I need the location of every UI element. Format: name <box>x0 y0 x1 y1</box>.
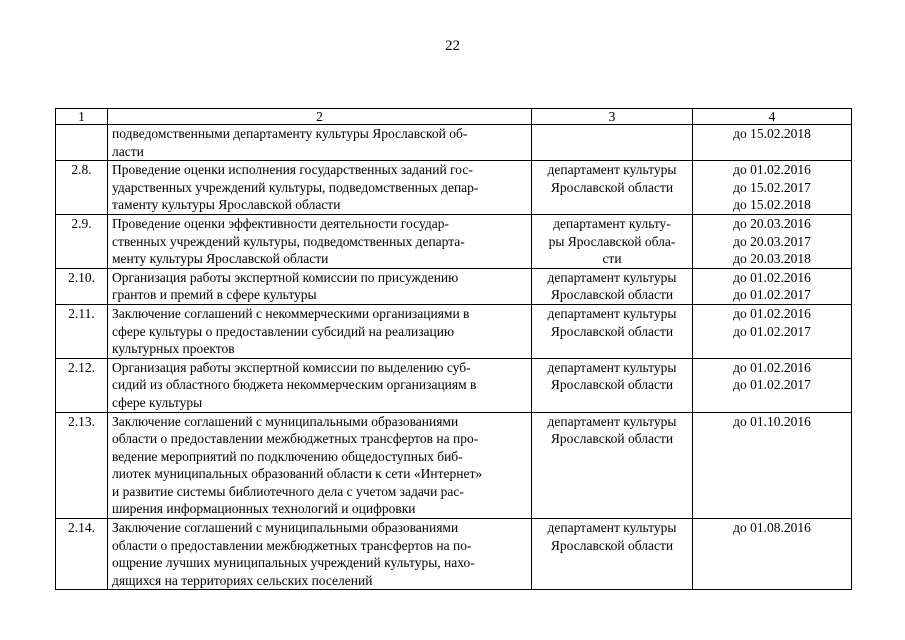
page-number: 22 <box>445 38 460 54</box>
row-number: 2.12. <box>56 358 108 412</box>
deadline-cell <box>693 161 852 215</box>
task-cell-line: культурных проектов <box>112 341 235 357</box>
row-number: 2.14. <box>56 519 108 590</box>
executor-cell-line: Ярославской области <box>550 323 674 339</box>
deadline-cell-line: до 01.02.2017 <box>733 377 811 393</box>
task-cell-line: области о предоставлении межбюджетных трансфертов на про- <box>112 431 479 447</box>
task-cell-line: Заключение соглашений с некоммерческими организациями в <box>112 305 470 321</box>
deadline-cell-line: до 01.08.2016 <box>733 520 811 536</box>
task-cell <box>108 412 532 519</box>
executor-cell-line: сти <box>602 251 622 267</box>
executor-cell-line: департамент культуры <box>547 413 677 429</box>
row-number: 2.9. <box>56 214 108 268</box>
task-cell <box>108 161 532 215</box>
task-cell-line: ласти <box>112 143 144 159</box>
task-cell-line: дящихся на территориях сельских поселений <box>112 572 373 588</box>
executor-cell <box>532 519 693 590</box>
deadline-cell-line: до 01.10.2016 <box>733 413 811 429</box>
task-cell-line: грантов и премий в сфере культуры <box>112 287 317 303</box>
table-row <box>56 214 852 268</box>
executor-cell-line: ры Ярославской обла- <box>548 233 676 249</box>
task-cell <box>108 304 532 358</box>
deadline-cell-line: до 15.02.2017 <box>733 179 811 195</box>
executor-cell-line: Ярославской области <box>550 431 674 447</box>
deadline-cell-line: до 20.03.2018 <box>733 251 811 267</box>
executor-cell <box>532 214 693 268</box>
task-cell-line: сидий из областного бюджета некоммерческим организациям в <box>112 377 477 393</box>
task-cell-line: Проведение оценки исполнения государственных заданий гос- <box>112 162 473 178</box>
deadline-cell-line: до 01.02.2016 <box>733 269 811 285</box>
deadline-cell <box>693 304 852 358</box>
deadline-cell-line: до 01.02.2016 <box>733 162 811 178</box>
table-row <box>56 358 852 412</box>
deadline-cell <box>693 268 852 304</box>
task-cell <box>108 125 532 161</box>
executor-cell <box>532 358 693 412</box>
executor-cell <box>532 125 693 161</box>
task-cell-line: Организация работы экспертной комиссии по присуждению <box>112 269 459 285</box>
deadline-cell-line: до 20.03.2017 <box>733 233 811 249</box>
executor-cell-line: департамент культуры <box>547 359 677 375</box>
task-cell-line: сфере культуры о предоставлении субсидий на реализацию <box>112 323 455 339</box>
task-cell-line: ширения информационных технологий и оцифровки <box>112 501 416 517</box>
task-cell <box>108 358 532 412</box>
task-cell-line: и развитие системы библиотечного дела с учетом задачи рас- <box>112 483 464 499</box>
task-cell-line: Заключение соглашений с муниципальными образованиями <box>112 413 459 429</box>
row-number <box>56 125 108 161</box>
row-number: 2.13. <box>56 412 108 519</box>
table-row <box>56 519 852 590</box>
deadline-cell-line: до 01.02.2017 <box>733 323 811 339</box>
task-cell-line: менту культуры Ярославской области <box>112 251 329 267</box>
executor-cell-line: департамент культуры <box>547 305 677 321</box>
deadline-cell <box>693 412 852 519</box>
row-number: 2.10. <box>56 268 108 304</box>
table-row <box>56 161 852 215</box>
executor-cell <box>532 268 693 304</box>
column-header-task: 2 <box>108 109 532 125</box>
task-cell-line: Заключение соглашений с муниципальными образованиями <box>112 520 459 536</box>
deadline-cell-line: до 01.02.2016 <box>733 359 811 375</box>
table-row <box>56 125 852 161</box>
task-cell <box>108 268 532 304</box>
task-cell-line: сфере культуры <box>112 394 203 410</box>
executor-cell-line: Ярославской области <box>550 537 674 553</box>
deadline-cell <box>693 214 852 268</box>
table-row <box>56 412 852 519</box>
deadline-cell-line: до 15.02.2018 <box>733 126 811 141</box>
column-header-number: 1 <box>56 109 108 125</box>
executor-cell <box>532 412 693 519</box>
executor-cell-line: департамент культу- <box>553 215 671 231</box>
row-number: 2.8. <box>56 161 108 215</box>
header-row <box>56 109 852 125</box>
executor-cell-line: Ярославской области <box>550 179 674 195</box>
column-header-dates: 4 <box>693 109 852 125</box>
table-row <box>56 268 852 304</box>
task-cell-line: Организация работы экспертной комиссии по выделению суб- <box>112 359 471 375</box>
task-cell-line: таменту культуры Ярославской области <box>112 197 341 213</box>
table-body <box>56 125 852 590</box>
table-row <box>56 304 852 358</box>
executor-cell-line: Ярославской области <box>550 287 674 303</box>
executor-cell <box>532 304 693 358</box>
executor-cell <box>532 161 693 215</box>
task-cell-line: подведомственными департаменту культуры Ярославской об- <box>112 126 468 141</box>
executor-cell-line: департамент культуры <box>547 269 677 285</box>
task-cell-line: лиотек муниципальных образований области к сети «Интернет» <box>112 466 483 482</box>
deadline-cell-line: до 01.02.2016 <box>733 305 811 321</box>
task-cell-line: ственных учреждений культуры, подведомственных департа- <box>112 233 465 249</box>
task-cell-line: ведение мероприятий по подключению общедоступных биб- <box>112 448 463 464</box>
deadline-cell <box>693 358 852 412</box>
executor-cell-line: департамент культуры <box>547 162 677 178</box>
column-header-executor: 3 <box>532 109 693 125</box>
task-cell-line: ударственных учреждений культуры, подведомственных депар- <box>112 179 479 195</box>
executor-cell-line: департамент культуры <box>547 520 677 536</box>
task-cell <box>108 214 532 268</box>
row-number: 2.11. <box>56 304 108 358</box>
deadline-cell-line: до 20.03.2016 <box>733 215 811 231</box>
deadline-cell-line: до 01.02.2017 <box>733 287 811 303</box>
plan-table <box>55 108 852 590</box>
task-cell <box>108 519 532 590</box>
task-cell-line: ощрение лучших муниципальных учреждений культуры, нахо- <box>112 555 475 571</box>
deadline-cell-line: до 15.02.2018 <box>733 197 811 213</box>
task-cell-line: Проведение оценки эффективности деятельности государ- <box>112 215 449 231</box>
deadline-cell <box>693 519 852 590</box>
executor-cell-line: Ярославской области <box>550 377 674 393</box>
deadline-cell <box>693 125 852 161</box>
task-cell-line: области о предоставлении межбюджетных трансфертов на по- <box>112 537 472 553</box>
